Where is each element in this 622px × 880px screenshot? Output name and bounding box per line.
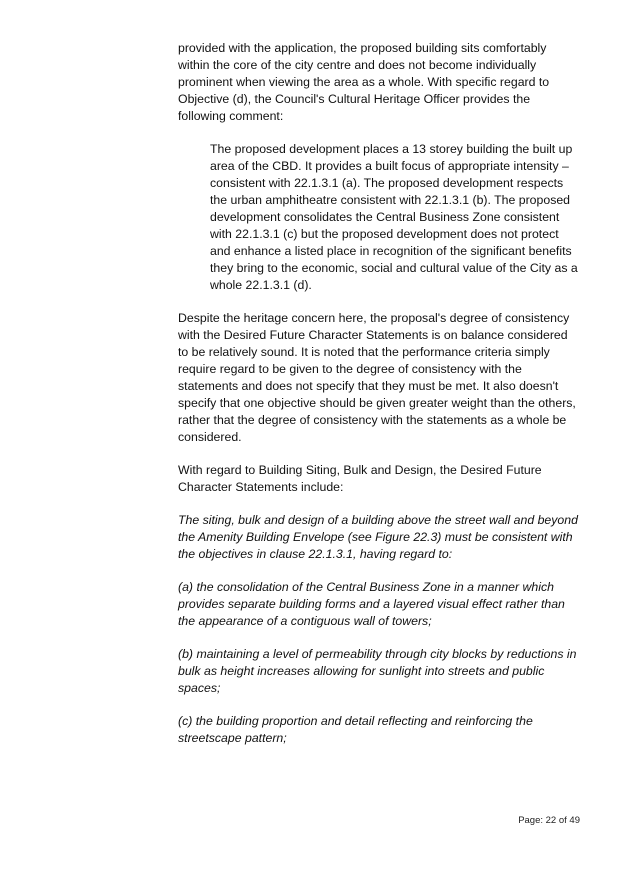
paragraph-consistency: Despite the heritage concern here, the proposal's degree of consistency with the Desired Future Character Statements is on balance considered to be relatively sound. It is noted that the performance criteria simply require regard to be given to the degree of consistency with the statements and does not specify that they must be met. It also doesn't specify that one objective should be given greater weight than the others, rather that the degree of consistency with the statements as a whole be considered.: [178, 311, 576, 444]
paragraph-intro: provided with the application, the proposed building sits comfortably within the core of the city centre and does not become individually prominent when viewing the area as a whole. With specific regard to Objective (d), the Council's Cultural Heritage Officer provides the following comment:: [178, 41, 550, 123]
statement-item-a: (a) the consolidation of the Central Business Zone in a manner which provides separate building forms and a layered visual effect rather than the appearance of a contiguous wall of towers;: [178, 580, 565, 628]
statement-item-b: (b) maintaining a level of permeability through city blocks by reductions in bulk as height increases allowing for sunlight into streets and public spaces;: [178, 647, 577, 695]
heritage-officer-quote: The proposed development places a 13 storey building the built up area of the CBD. It provides a built focus of appropriate intensity – consistent with 22.1.3.1 (a). The proposed development respects the urban amphitheatre consistent with 22.1.3.1 (b). The proposed development consolidates the Central Business Zone consistent with 22.1.3.1 (c) but the proposed development does not protect and enhance a listed place in recognition of the significant benefits they bring to the economic, social and cultural value of the City as a whole 22.1.3.1 (d).: [210, 142, 578, 292]
statement-siting-bulk-design: The siting, bulk and design of a building above the street wall and beyond the Amenity Building Envelope (see Figure 22.3) must be consistent with the objectives in clause 22.1.3.1, having regard to:: [178, 513, 578, 561]
page-number: Page: 22 of 49: [518, 815, 580, 826]
paragraph-building-siting: With regard to Building Siting, Bulk and Design, the Desired Future Character Statements include:: [178, 463, 542, 494]
document-body: [178, 40, 580, 763]
statement-item-c: (c) the building proportion and detail reflecting and reinforcing the streetscape pattern;: [178, 714, 533, 745]
